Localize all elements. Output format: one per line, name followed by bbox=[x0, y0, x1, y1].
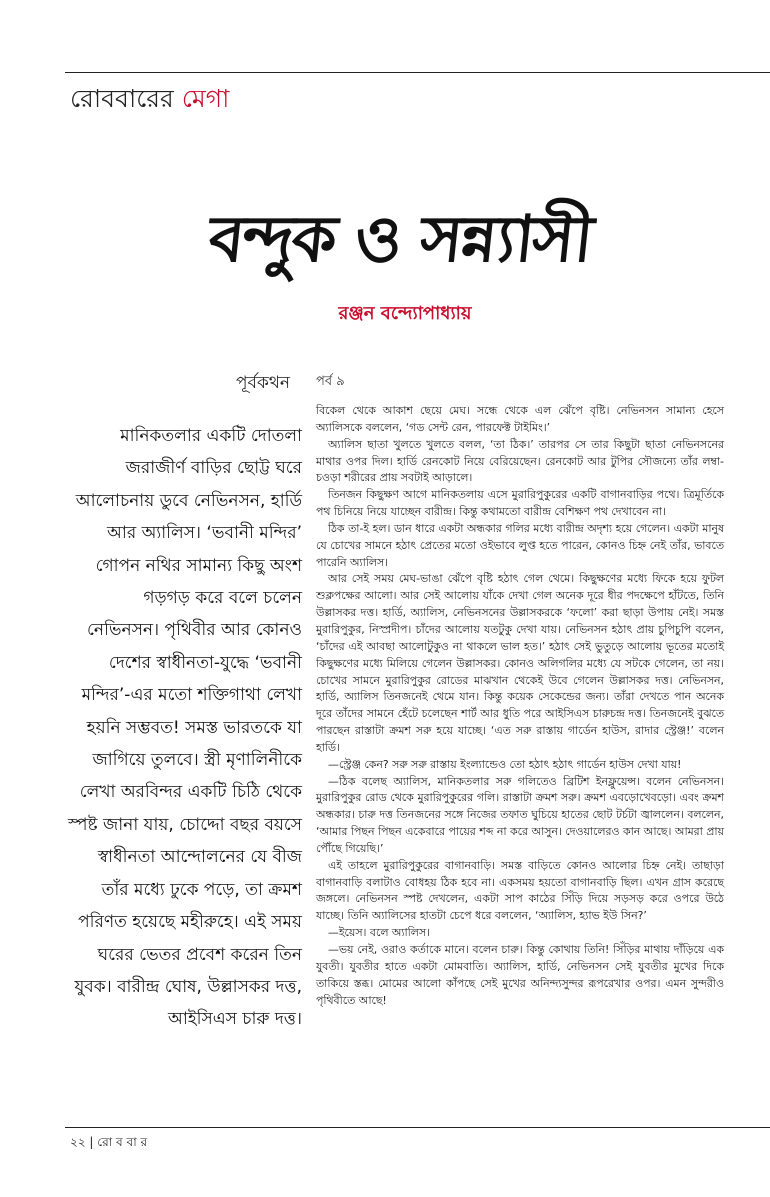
paragraph: আর সেই সময় মেঘ-ভাঙা ঝেঁপে বৃষ্টি হঠাৎ গেল থেমে। কিছুক্ষণের মধ্যে ফিকে হয়ে ফুটল শুক্লপক্ষের আলো। আর সেই আলোয় যাঁকে দেখা গেল অনেক দূরে ধীর পদক্ষেপে হাঁটতে, তিনি উল্লাসকর দত্ত। হার্ডি, অ্যালিস, নেভিনসনের উল্লাসকরকে ‘ফলো’ করা ছাড়া উপায় নেই। সমস্ত মুরারিপুকুর, নিস্প্রদীপ। চাঁদের আলোয় যতটুকু দেখা যায়। নেভিনসন হঠাৎ প্রায় চুপিচুপি বলেন, ‘চাঁদের এই আবছা আলোটুকুও না থাকলে ভাল হত।’ হঠাৎ সেই ভুতুড়ে আলোয় ভূতের মতোই কিছুক্ষণের মধ্যে মিলিয়ে গেলেন উল্লাসকর। কোনও অলিগলির মধ্যে যে সটকে গেলেন, তা নয়। চোখের সামনে মুরারিপুকুর রোডের মাঝখান থেকেই উবে গেলেন উল্লাসকর দত্ত। নেভিনসন, হার্ডি, অ্যালিস তিনজনেই থেমে যান। কিন্তু কয়েক সেকেন্ডের জন্য। তাঁরা দেখতে পান অনেক দূরে তাঁদের সামনে হেঁটে চলেছেন শার্ট আর ধুতি পরে আইসিএস চারুচন্দ্র দত্ত। তিনজনেই বুঝতে পারছেন রাস্তাটা ক্রমশ সরু হয়ে যাচ্ছে। ‘এত সরু রাস্তায় গার্ডেন হাউস, রাদার স্ট্রেঞ্জ!’ বলেন হার্ডি। bbox=[316, 572, 724, 754]
magazine-name: রো ব বা র bbox=[97, 1135, 148, 1149]
paragraph: এই তাহলে মুরারিপুকুরের বাগানবাড়ি। সমস্ত বাড়িতে কোনও আলোর চিহ্ন নেই। তাছাড়া বাগানবাড়ি বলাটাও বোধহয় ঠিক হবে না। একসময় হয়তো বাগানবাড়ি ছিল। এখন গ্রাস করেছে জঙ্গলে। নেভিনসন স্পষ্ট দেখলেন, একটা সাপ কাঠের সিঁড়ি দিয়ে সড়সড় করে ওপরে উঠে যাচ্ছে। তিনি অ্যালিসের হাতটা চেপে ধরে বললেন, ‘অ্যালিস, হ্যাভ ইউ সিন?’ bbox=[316, 858, 724, 923]
intro-label: পূর্বকথন bbox=[235, 373, 290, 393]
pullquote-text: মানিকতলার একটি দোতলা জরাজীর্ণ বাড়ির ছোট্ট ঘরে আলোচনায় ডুবে নেভিনসন, হার্ডি আর অ্যালিস। ‘ভবানী মন্দির’ গোপন নথির সামান্য কিছু অংশ গড়গড় করে বলে চলেন নেভিনসন। পৃথিবীর আর কোনও দেশের স্বাধীনতা-যুদ্ধে ‘ভবানী মন্দির’-এর মতো শক্তিগাথা লেখা হয়নি সম্ভবত! সমস্ত ভারতকে যা জাগিয়ে তুলবে। স্ত্রী মৃণালিনীকে লেখা অরবিন্দর একটি চিঠি থেকে স্পষ্ট জানা যায়, চোদ্দো বছর বয়সে স্বাধীনতা আন্দোলনের যে বীজ তাঁর মধ্যে ঢুকে পড়ে, তা ক্রমশ পরিণত হয়েছে মহীরুহে। এই সময় ঘরের ভেতর প্রবেশ করেন তিন যুবক। বারীন্দ্র ঘোষ, উল্লাসকর দত্ত, আইসিএস চারু দত্ত। bbox=[67, 426, 302, 1030]
part-label: পর্ব ৯ bbox=[316, 374, 345, 389]
paragraph: বিকেল থেকে আকাশ ছেয়ে মেঘ। সন্ধে থেকে এল ঝেঁপে বৃষ্টি। নেভিনসন সামান্য হেসে অ্যালিসকে বললেন, ‘গড সেন্ট রেন, পারফেক্ট টাইমিং।’ bbox=[316, 404, 724, 434]
section-prefix: রোববারের bbox=[70, 84, 174, 113]
paragraph: —স্ট্রেঞ্জ কেন? সরু সরু রাস্তায় ইংল্যান্ডেও তো হঠাৎ হঠাৎ গার্ডেন হাউস দেখা যায়! bbox=[328, 757, 682, 771]
section-header bbox=[70, 84, 229, 114]
bottom-rule bbox=[65, 1127, 770, 1128]
body-column bbox=[316, 403, 724, 1009]
paragraph: —ভয় নেই, ওরাও কর্তাকে মানে। বলেন চারু। কিন্তু কোথায় তিনি! সিঁড়ির মাথায় দাঁড়িয়ে এক যুবতী। যুবতীর হাতে একটা মোমবাতি। অ্যালিস, হার্ডি, নেভিনসন সেই যুবতীর মুখের দিকে তাকিয়ে স্তব্ধ। মোমের আলো কাঁপছে সেই মুখের অনিন্দ্যসুন্দর রূপরেখার ওপর। এমন সুন্দরীও পৃথিবীতে আছে! bbox=[316, 943, 724, 1007]
paragraph: —ইয়েস। বলে অ্যালিস। bbox=[328, 926, 430, 940]
story-title: বন্দুক ও সন্ন্যাসী bbox=[205, 203, 595, 277]
top-rule bbox=[65, 72, 770, 73]
section-accent: মেগা bbox=[181, 84, 230, 113]
paragraph: —ঠিক বলেছ অ্যালিস, মানিকতলার সরু গলিতেও ব্রিটিশ ইনফ্লুয়েন্স। বলেন নেভিনসন। মুরারিপুকুর রোড থেকে মুরারিপুকুরের গলি। রাস্তাটা ক্রমশ সরু। ক্রমশ এবড়োখেবড়ো। এবং ক্রমশ অন্ধকার। চারু দত্ত তিনজনের সঙ্গে নিজের তফাত ঘুচিয়ে হাতের ছোট টর্চটা জ্বাললেন। বললেন, ‘আমার পিছন পিছন একেবারে পায়ের শব্দ না করে আসুন। দেওয়ালেরও কান আছে। আমরা প্রায় পৌঁছে গিয়েছি।’ bbox=[316, 774, 724, 855]
paragraph: অ্যালিস ছাতা খুলতে খুলতে বলল, ‘তা ঠিক।’ তারপর সে তার কিছুটা ছাতা নেভিনসনের মাথার ওপর দিল। হার্ডি রেনকোট নিয়ে বেরিয়েছেন। রেনকোট আর টুপির সৌজন্যে তাঁর লম্বা-চওড়া শরীরের প্রায় সবটাই আড়ালে। bbox=[316, 437, 724, 485]
author-byline: রঞ্জন বন্দ্যোপাধ্যায় bbox=[338, 303, 472, 324]
paragraph: তিনজন কিছুক্ষণ আগে মানিকতলায় এসে মুরারিপুকুরের একটি বাগানবাড়ির পথে। ত্রিমূর্তিকে পথ চিনিয়ে নিয়ে যাচ্ছেন বারীন্দ্র। কিন্তু কথামতো বারীন্দ্র বেশিক্ষণ পথ দেখাবেন না। bbox=[316, 488, 724, 519]
pullquote bbox=[66, 420, 302, 1036]
page-number: ২২ bbox=[70, 1135, 86, 1149]
paragraph: ঠিক তা-ই হল। ডান ধারে একটা অন্ধকার গলির মধ্যে বারীন্দ্র অদৃশ্য হয়ে গেলেন। একটা মানুষ যে চোখের সামনে হঠাৎ প্রেতের মতো ওইভাবে লুপ্ত হতে পারেন, কোনও চিহ্ন নেই তাঁর, ভাবতে পারেনি অ্যালিস। bbox=[316, 521, 724, 569]
page-folio: ২২ | রো ব বা র bbox=[70, 1135, 148, 1149]
